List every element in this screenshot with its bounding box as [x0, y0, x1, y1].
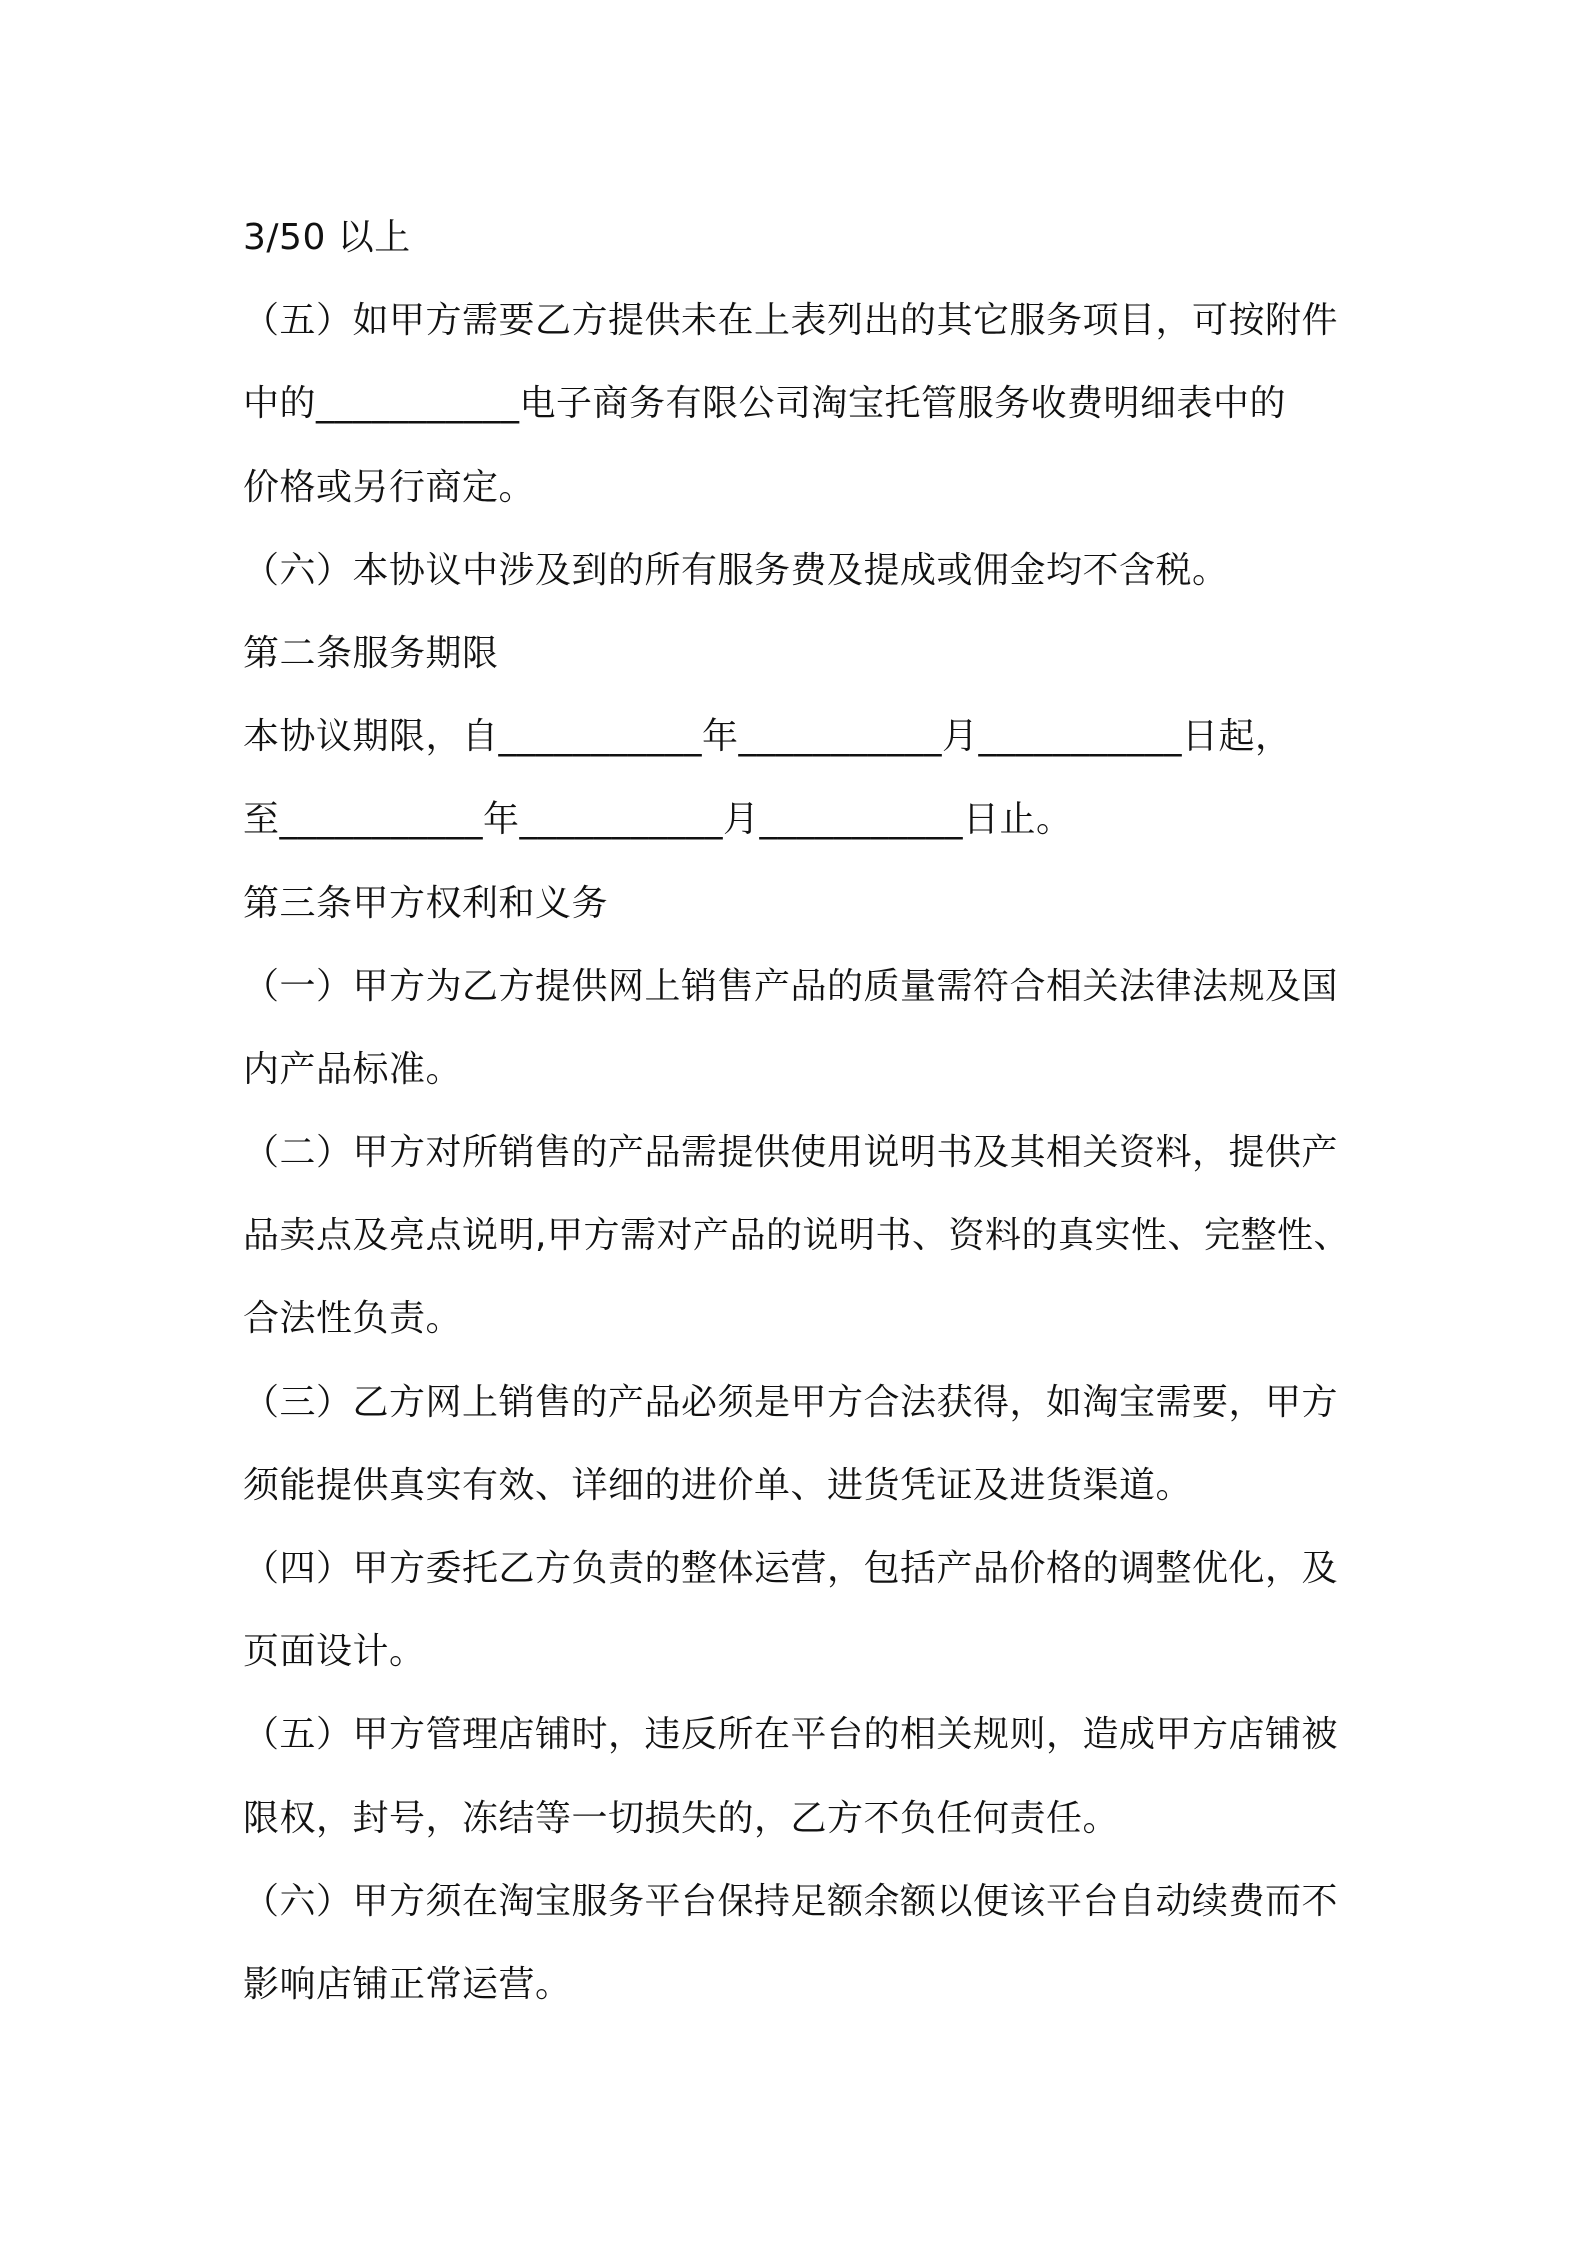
clause-1-5-line-3: 价格或另行商定。: [243, 466, 536, 508]
clause-3-1-line-1: （一）甲方为乙方提供网上销售产品的质量需符合相关法律法规及国: [243, 965, 1339, 1007]
page-indicator: 3/50 以上: [243, 217, 411, 258]
clause-1-5-line-2: 中的___________电子商务有限公司淘宝托管服务收费明细表中的: [243, 383, 1287, 425]
clause-3-3-line-2: 须能提供真实有效、详细的进价单、进货凭证及进货渠道。: [243, 1464, 1193, 1506]
clause-3-4-line-1: （四）甲方委托乙方负责的整体运营，包括产品价格的调整优化，及: [243, 1548, 1339, 1589]
clause-3-5-line-1: （五）甲方管理店铺时，违反所在平台的相关规则，造成甲方店铺被: [243, 1714, 1339, 1756]
clause-3-2-line-1: （二）甲方对所销售的产品需提供使用说明书及其相关资料，提供产: [243, 1132, 1339, 1174]
clause-3-5-line-2: 限权，封号，冻结等一切损失的，乙方不负任何责任。: [243, 1797, 1120, 1839]
clause-3-1-line-2: 内产品标准。: [243, 1048, 463, 1090]
clause-1-6: （六）本协议中涉及到的所有服务费及提成或佣金均不含税。: [243, 549, 1229, 591]
clause-3-2-line-2: 品卖点及亮点说明,甲方需对产品的说明书、资料的真实性、完整性、: [243, 1215, 1350, 1257]
clause-1-5-line-1: （五）如甲方需要乙方提供未在上表列出的其它服务项目，可按附件: [243, 300, 1339, 342]
clause-3-3-line-1: （三）乙方网上销售的产品必须是甲方合法获得，如淘宝需要，甲方: [243, 1381, 1339, 1423]
clause-3-4-line-2: 页面设计。: [243, 1631, 426, 1673]
clause-3-2-line-3: 合法性负责。: [243, 1298, 463, 1340]
service-term-line-2: 至___________年___________月___________日止。: [243, 799, 1073, 841]
article-3-heading: 第三条甲方权利和义务: [243, 882, 609, 924]
clause-3-6-line-1: （六）甲方须在淘宝服务平台保持足额余额以便该平台自动续费而不: [243, 1880, 1339, 1922]
article-2-heading: 第二条服务期限: [243, 632, 499, 674]
clause-3-6-line-2: 影响店铺正常运营。: [243, 1963, 572, 2005]
service-term-line-1: 本协议期限，自___________年___________月___________日起，: [243, 716, 1292, 758]
document-page: [243, 196, 1363, 2026]
